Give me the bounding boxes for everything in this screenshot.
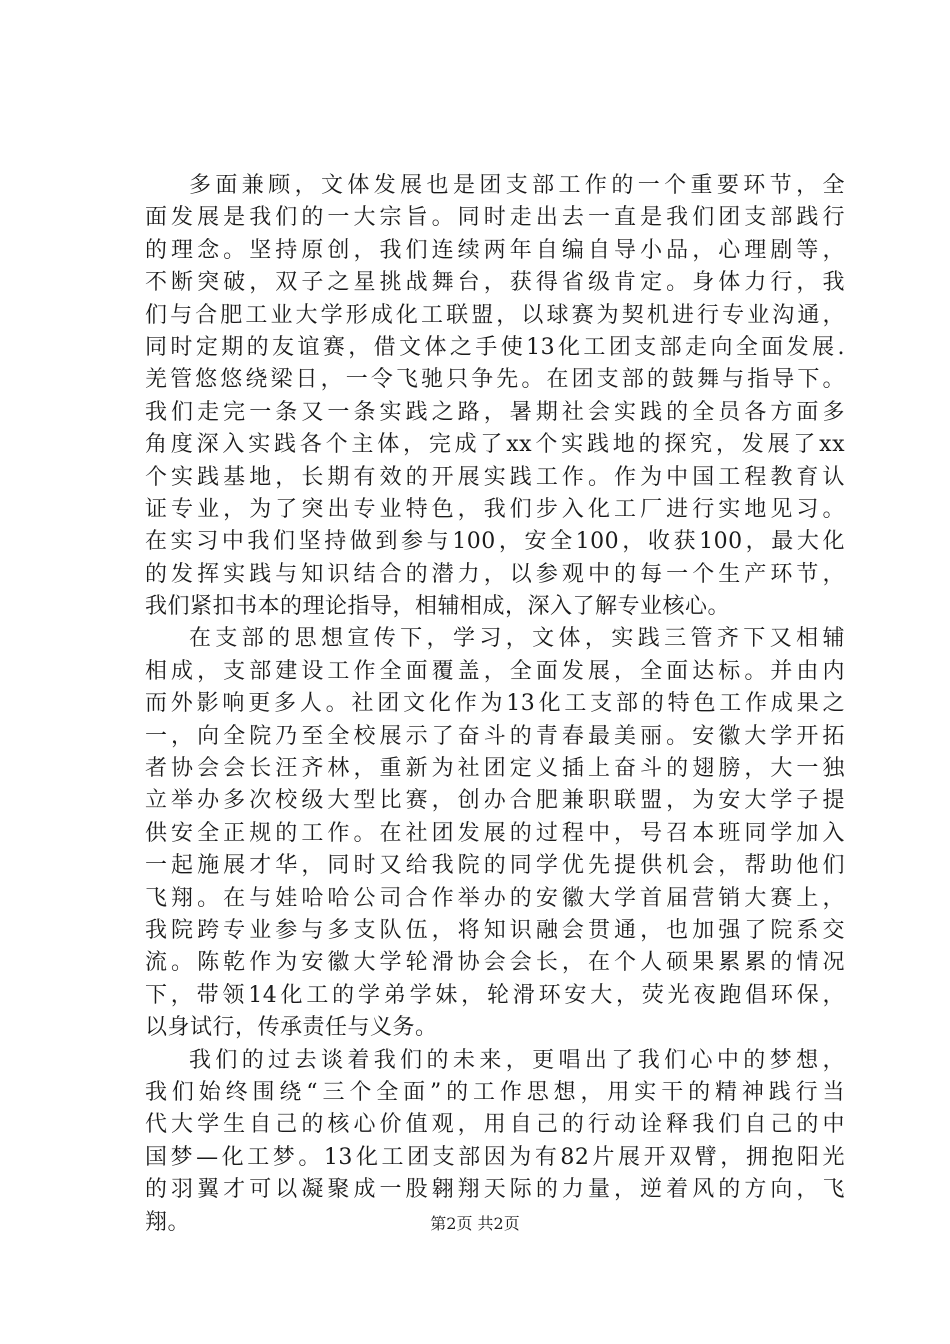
text-line: 我院跨专业参与多支队伍，将知识融会贯通，也加强了院系交: [145, 917, 845, 943]
text-line: 我们紧扣书本的理论指导，相辅相成，深入了解专业核心。: [145, 594, 731, 620]
text-line: 羌管悠悠绕梁日，一令飞驰只争先。在团支部的鼓舞与指导下。: [145, 367, 845, 393]
text-line: 一起施展才华，同时又给我院的同学优先提供机会，帮助他们: [145, 853, 845, 879]
text-line: 立举办多次校级大型比赛，创办合肥兼职联盟，为安大学子提: [145, 788, 845, 814]
text-line: 不断突破，双子之星挑战舞台，获得省级肯定。身体力行，我: [145, 270, 845, 296]
text-line: 代大学生自己的核心价值观，用自己的行动诠释我们自己的中: [145, 1112, 845, 1138]
text-line: 我们走完一条又一条实践之路，暑期社会实践的全员各方面多: [145, 399, 845, 425]
text-line: 而外影响更多人。社团文化作为13化工支部的特色工作成果之: [145, 691, 845, 717]
text-line: 个实践基地，长期有效的开展实践工作。作为中国工程教育认: [145, 464, 845, 490]
text-line: 的羽翼才可以凝聚成一股翱翔天际的力量，逆着风的方向，飞: [145, 1177, 845, 1203]
text-line: 的理念。坚持原创，我们连续两年自编自导小品，心理剧等，: [145, 237, 845, 263]
text-line: 我们的过去谈着我们的未来，更唱出了我们心中的梦想，: [189, 1047, 845, 1073]
text-line: 者协会会长汪齐林，重新为社团定义插上奋斗的翅膀，大一独: [145, 756, 845, 782]
text-line: 多面兼顾，文体发展也是团支部工作的一个重要环节，全: [189, 173, 845, 198]
text-line: 角度深入实践各个主体，完成了xx个实践地的探究，发展了xx: [145, 432, 845, 458]
paragraph-3: [145, 1045, 845, 1239]
text-line: 一，向全院乃至全校展示了奋斗的青春最美丽。安徽大学开拓: [145, 723, 845, 749]
text-line: 面发展是我们的一大宗旨。同时走出去一直是我们团支部践行: [145, 205, 845, 231]
text-line: 以身试行，传承责任与义务。: [145, 1015, 438, 1041]
text-line: 在实习中我们坚持做到参与100，安全100，收获100，最大化: [145, 529, 845, 555]
text-line: 下，带领14化工的学弟学妹，轮滑环安大，荧光夜跑倡环保，: [145, 982, 845, 1008]
text-line: 供安全正规的工作。在社团发展的过程中，号召本班同学加入: [145, 820, 845, 846]
text-line: 们与合肥工业大学形成化工联盟，以球赛为契机进行专业沟通，: [145, 302, 845, 328]
text-line: 相成，支部建设工作全面覆盖，全面发展，全面达标。并由内: [145, 658, 845, 684]
text-line: 我们始终围绕“三个全面”的工作思想，用实干的精神践行当: [145, 1079, 845, 1105]
paragraph-1: [145, 170, 845, 623]
text-line: 国梦—化工梦。13化工团支部因为有82片展开双臂，拥抱阳光: [145, 1144, 845, 1170]
text-line: 流。陈乾作为安徽大学轮滑协会会长，在个人硕果累累的情况: [145, 950, 845, 976]
text-line: 证专业，为了突出专业特色，我们步入化工厂进行实地见习。: [145, 496, 845, 522]
page-indicator: 第2页 共2页: [430, 1214, 520, 1233]
paragraph-2: [145, 623, 845, 1044]
text-line: 同时定期的友谊赛，借文体之手使13化工团支部走向全面发展.: [145, 334, 845, 360]
text-line: 在支部的思想宣传下，学习，文体，实践三管齐下又相辅: [189, 626, 845, 652]
page-footer: [0, 1213, 950, 1235]
text-line: 翔。: [145, 1209, 191, 1235]
text-line: 飞翔。在与娃哈哈公司合作举办的安徽大学首届营销大赛上，: [145, 885, 845, 911]
body-text: [145, 170, 845, 1239]
text-line: 的发挥实践与知识结合的潜力，以参观中的每一个生产环节，: [145, 561, 845, 587]
